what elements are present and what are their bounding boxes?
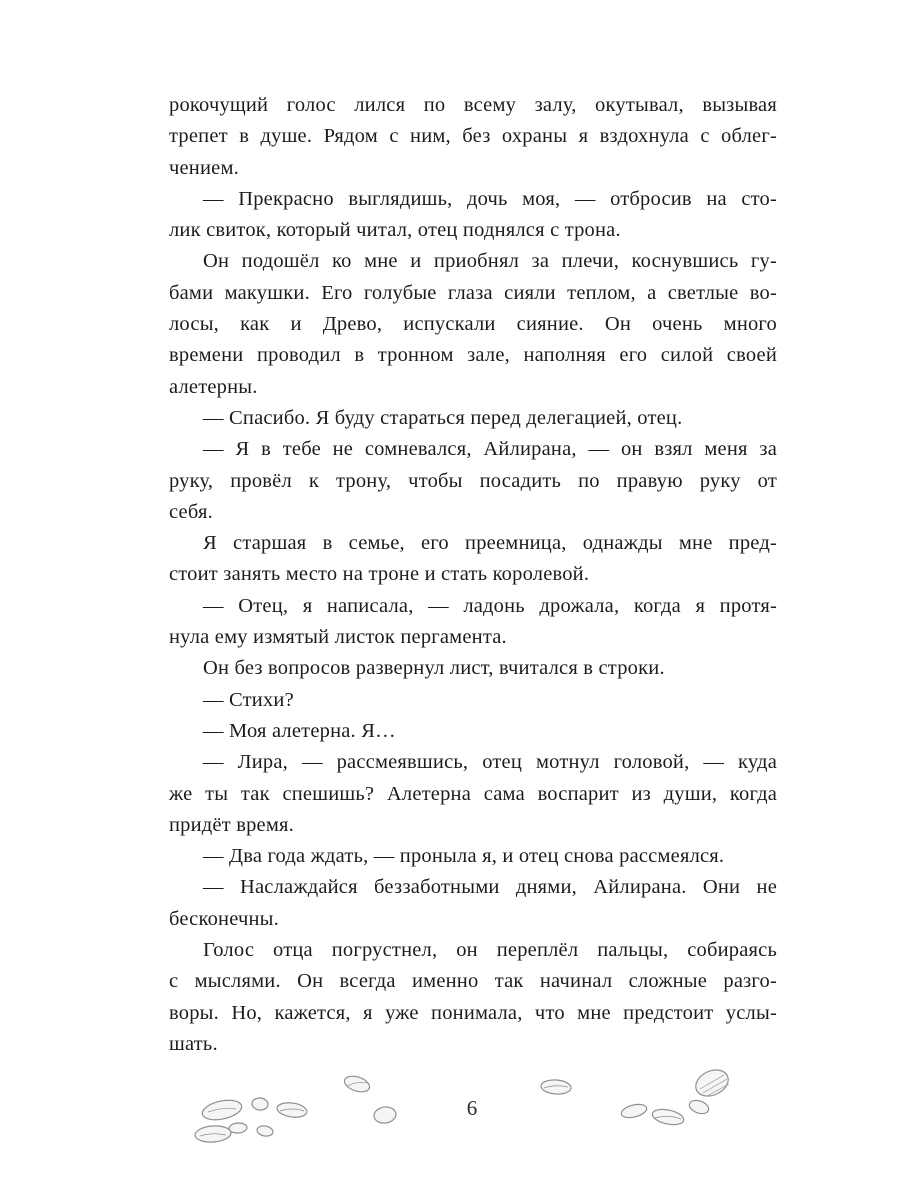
paragraph — [169, 841, 777, 872]
text-line: — Два года ждать, — проныла я, и отец снова рассмеялся. — [203, 845, 725, 868]
text-line: бесконечны. — [169, 907, 279, 930]
text-line: Он подошёл ко мне и приобнял за плечи, коснувшись гу- — [203, 250, 777, 273]
text-line: — Отец, я написала, — ладонь дрожала, когда я протя- — [203, 594, 777, 617]
paragraph — [169, 403, 777, 434]
paragraph — [169, 90, 777, 184]
text-line: Он без вопросов развернул лист, вчитался в строки. — [203, 657, 665, 680]
text-line: лосы, как и Древо, испускали сияние. Он очень много — [169, 313, 777, 336]
paragraph — [169, 685, 777, 716]
leaf-doodle — [692, 1065, 733, 1101]
text-line: нула ему измятый листок пергамента. — [169, 626, 507, 649]
text-line: алетерны. — [169, 375, 258, 398]
text-line: лик свиток, который читал, отец поднялся с трона. — [169, 219, 621, 242]
text-line: Я старшая в семье, его преемница, однажды мне пред- — [203, 532, 777, 555]
paragraph — [169, 653, 777, 684]
text-line: — Моя алетерна. Я… — [203, 719, 396, 742]
text-line: же ты так спешишь? Алетерна сама воспарит из души, когда — [169, 782, 777, 805]
text-line: — Я в тебе не сомневался, Айлирана, — он взял меня за — [203, 438, 777, 461]
paragraph — [169, 747, 777, 841]
paragraph — [169, 591, 777, 654]
text-line: с мыслями. Он всегда именно так начинал сложные разго- — [169, 970, 777, 993]
text-line: — Стихи? — [203, 688, 294, 711]
page-number: 6 — [466, 1096, 478, 1120]
paragraph — [169, 935, 777, 1060]
text-line: — Наслаждайся беззаботными днями, Айлирана. Они не — [203, 876, 777, 899]
text-line: рокочущий голос лился по всему залу, окутывал, вызывая — [169, 94, 777, 116]
text-line: времени проводил в тронном зале, наполняя его силой своей — [169, 344, 777, 367]
pebble-doodles — [0, 1058, 900, 1178]
text-line: — Спасибо. Я буду стараться перед делегацией, отец. — [203, 406, 683, 429]
text-line: воры. Но, кажется, я уже понимала, что мне предстоит услы- — [169, 1001, 777, 1024]
text-line: шать. — [169, 1032, 218, 1055]
pebble-cluster-left — [194, 1097, 307, 1143]
text-line: Голос отца погрустнел, он переплёл пальцы, собираясь — [203, 939, 777, 962]
text-line: руку, провёл к трону, чтобы посадить по правую руку от — [169, 469, 777, 492]
text-line: себя. — [169, 500, 213, 523]
paragraph — [169, 716, 777, 747]
petal-doodles-midleft — [342, 1073, 397, 1124]
text-line: чением. — [169, 156, 239, 179]
text-line: бами макушки. Его голубые глаза сияли теплом, а светлые во- — [169, 281, 777, 304]
page-footer — [0, 1058, 900, 1178]
text-line: — Лира, — рассмеявшись, отец мотнул головой, — куда — [203, 751, 777, 774]
paragraph — [169, 528, 777, 591]
paragraph — [169, 434, 777, 528]
text-line: стоит занять место на троне и стать королевой. — [169, 563, 590, 586]
page-text — [169, 90, 777, 1060]
paragraph — [169, 184, 777, 247]
text-line: придёт время. — [169, 813, 294, 836]
paragraph — [169, 246, 777, 402]
petal-doodle-midright — [541, 1079, 572, 1095]
pebble-cluster-right — [620, 1098, 711, 1127]
text-line: трепет в душе. Рядом с ним, без охраны я вздохнула с облег- — [169, 125, 777, 148]
paragraph — [169, 872, 777, 935]
text-line: — Прекрасно выглядишь, дочь моя, — отбросив на сто- — [203, 187, 777, 210]
